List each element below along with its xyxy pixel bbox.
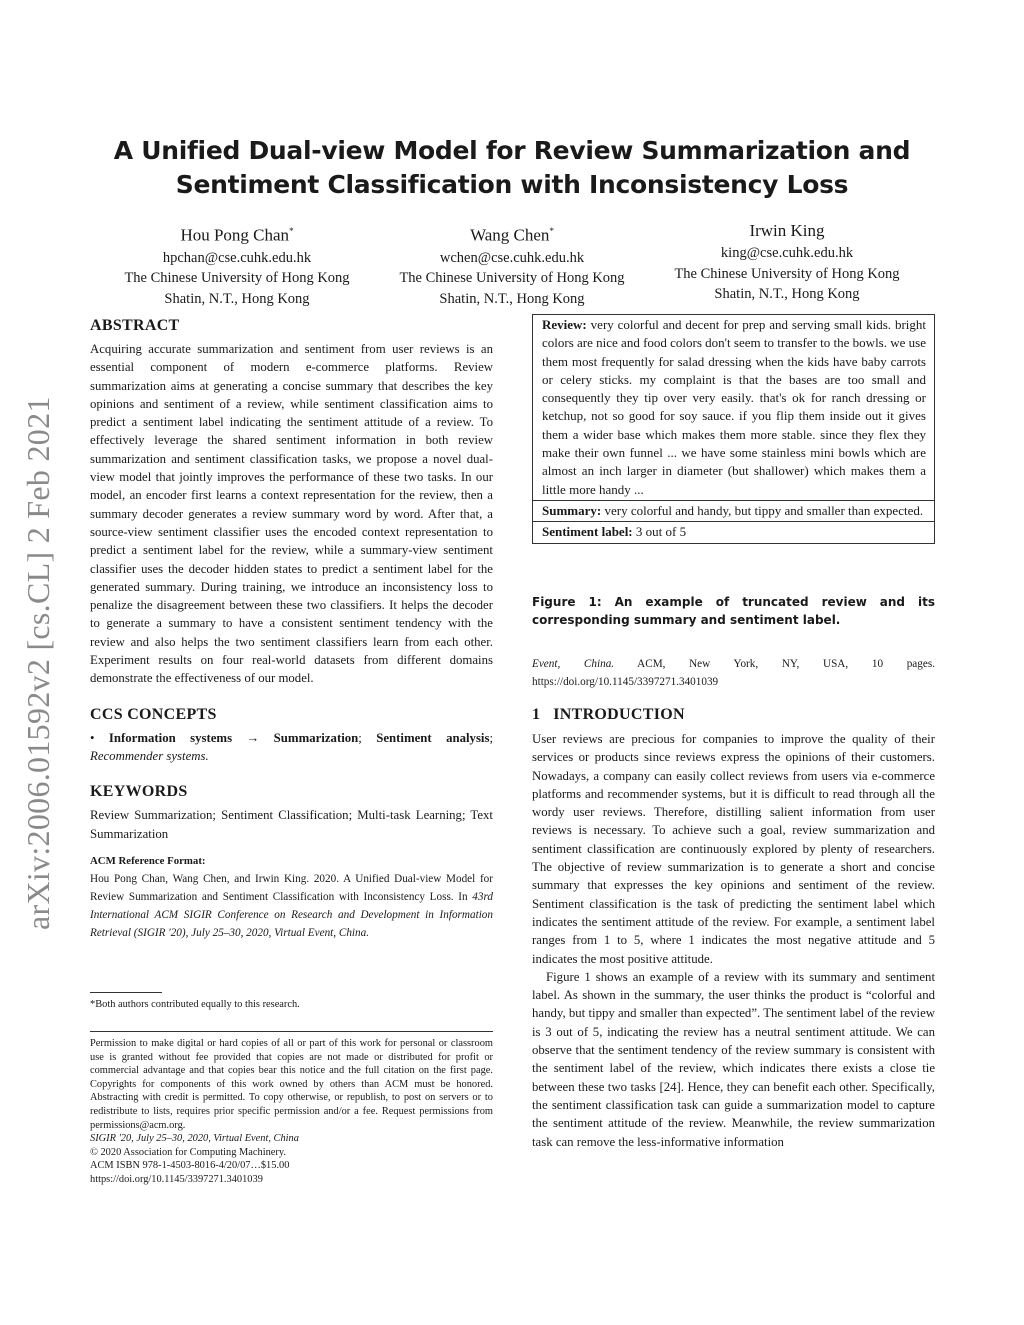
intro-paragraph: User reviews are precious for companies to improve the quality of their services or products since reviews express the opinions of their customers. Nowadays, a company can easily collect reviews from users via e-commerce platforms and recommender systems, but it is difficult to read through all the wordy user reviews. Therefore, distilling salient information from user reviews is necessary. To achieve such a goal, review summarization and sentiment classification are continuously explored by plenty of researchers. The objective of review summarization is to generate a short and concise summary that expresses the key opinions and sentiment of the review. Sentiment classification is the task of predicting the sentiment label which indicates the sentiment attitude of the review. For example, a sentiment label ranges from 1 to 5, where 1 indicates the most negative attitude and 5 indicates the most positive attitude. [532,732,935,966]
figure-review: Review: very colorful and decent for prep and serving small kids. bright colors are nice and food colors don't seem to transfer to the bowls. we use them most frequently for salad dressing when the kids have baby carrots or celery sticks. my complaint is that the bases are too small and consequently they tip over very easily. that's ok for ranch dressing or ketchup, not so good for soy sauce. if you flip them inside out it gives them a wider base which makes them more stable. since they flex they make their own funnel ... we have some stainless mini bowls which are almost an inch larger in diameter (but shallower) which makes them a little more handy ... [542,317,926,497]
abstract-text: Acquiring accurate summarization and sentiment from user reviews is an essential component of modern e-commerce platforms. Review summarization aims at generating a concise summary that describes the key opinions and sentiment of a review, while sentiment classification aims to predict a sentiment label indicating the sentiment attitude of a review. To effectively leverage the shared sentiment information in both review summarization and sentiment classification tasks, we propose a novel dual-view model that jointly improves the performance of these two tasks. In our model, an encoder first learns a context representation for the review, then a summary decoder generates a review summary word by word. After that, a source-view sentiment classifier uses the encoded context representation to predict a sentiment label for the review, while a summary-view sentiment classifier uses the decoder hidden states to predict a sentiment label for the generated summary. During training, we introduce an inconsistency loss to penalize the disagreement between these two classifiers. It helps the decoder to generate a summary to have a consistent sentiment tendency with the review and also helps the two sentiment classifiers learn from each other. Experiment results on four real-world datasets from different domains demonstrate the effectiveness of our model. [90,342,493,686]
intro-heading: 1 INTRODUCTION [532,706,685,723]
copyright: © 2020 Association for Computing Machinery. [90,1146,286,1158]
figure-sentiment: Sentiment label: 3 out of 5 [533,521,934,542]
acm-ref-continued: Event, China. ACM, New York, NY, USA, 10 pages. https://doi.org/10.1145/3397271.3401039 [532,658,935,688]
abstract-heading: ABSTRACT [90,317,180,334]
isbn: ACM ISBN 978-1-4503-8016-4/20/07…$15.00 [90,1160,290,1172]
permission-block [90,1031,493,1187]
doi-link[interactable]: https://doi.org/10.1145/3397271.3401039 [90,1173,263,1185]
paper-title: A Unified Dual-view Model for Review Summarization and Sentiment Classification with Inconsistency Loss [113,136,911,199]
acm-ref-text: Hou Pong Chan, Wang Chen, and Irwin King. 2020. A Unified Dual-view Model for Review Summarization and Sentiment Classification with Inconsistency Loss. In 43rd International ACM SIGIR Conference on Research and Development in Information Retrieval (SIGIR '20), July 25–30, 2020, Virtual Event, China. [90,872,493,939]
author-name: Hou Pong Chan [180,225,290,245]
author-block: Wang Chen* wchen@cse.cuhk.edu.hk The Chinese University of Hong Kong Shatin, N.T., Hong Kong [372,219,652,309]
author-name: Irwin King [749,221,825,240]
author-block [647,219,927,305]
figure-1-box [532,314,935,544]
acm-ref-heading: ACM Reference Format: [90,854,206,867]
intro-paragraph: Figure 1 shows an example of a review with its summary and sentiment label. As shown in the summary, the user thinks the product is “colorful and handy, but tippy and smaller than expected”. The sentiment label of the review is 3 out of 5, indicating the review has a neutral sentiment attitude. We can observe that the sentiment tendency of the review summary is consistent with the sentiment label of the review, which indicates there exists a close tie between these two tasks [24]. Hence, they can benefit each other. Specifically, the sentiment classification task can guide a summarization model to capture the sentiment attitude of the review. Meanwhile, the review summarization task can remove the less-informative information [532,969,935,1149]
author-location: Shatin, N.T., Hong Kong [439,290,585,307]
keywords-text: Review Summarization; Sentiment Classification; Multi-task Learning; Text Summarization [90,808,493,841]
author-email: king@cse.cuhk.edu.hk [720,245,854,261]
footnote-rule [90,992,162,993]
ccs-concepts: • Information systems → Summarization; Sentiment analysis; Recommender systems. [90,730,494,763]
arxiv-stamp: arXiv:2006.01592v2 [cs.CL] 2 Feb 2021 [20,396,56,930]
venue: SIGIR '20, July 25–30, 2020, Virtual Event, China [90,1133,299,1145]
left-column [90,315,493,942]
author-affiliation: The Chinese University of Hong Kong [399,270,625,287]
author-affiliation: The Chinese University of Hong Kong [124,270,350,287]
footnote: *Both authors contributed equally to this research. [90,999,300,1010]
figure-caption: Figure 1: An example of truncated review and its corresponding summary and sentiment label. [532,595,935,627]
author-block: Hou Pong Chan* hpchan@cse.cuhk.edu.hk The Chinese University of Hong Kong Shatin, N.T., Hong Kong [97,219,377,309]
author-location: Shatin, N.T., Hong Kong [714,286,860,302]
author-name: Wang Chen [470,225,550,245]
permission-text: Permission to make digital or hard copies of all or part of this work for personal or classroom use is granted without fee provided that copies are not made or distributed for profit or commercial advantage and that copies bear this notice and the full citation on the first page. Copyrights for components of this work owned by others than ACM must be honored. Abstracting with credit is permitted. To copy otherwise, or republish, to post on servers or to redistribute to lists, requires prior specific permission and/or a fee. Request permissions from permissions@acm.org. [90,1038,493,1131]
ccs-heading: CCS CONCEPTS [90,705,217,723]
introduction-section [532,704,935,1151]
figure-summary: Summary: very colorful and handy, but tippy and smaller than expected. [533,500,934,521]
author-location: Shatin, N.T., Hong Kong [164,290,310,307]
keywords-heading: KEYWORDS [90,783,188,801]
author-email: hpchan@cse.cuhk.edu.hk [162,249,312,266]
author-affiliation: The Chinese University of Hong Kong [674,265,900,282]
author-email: wchen@cse.cuhk.edu.hk [439,249,585,266]
